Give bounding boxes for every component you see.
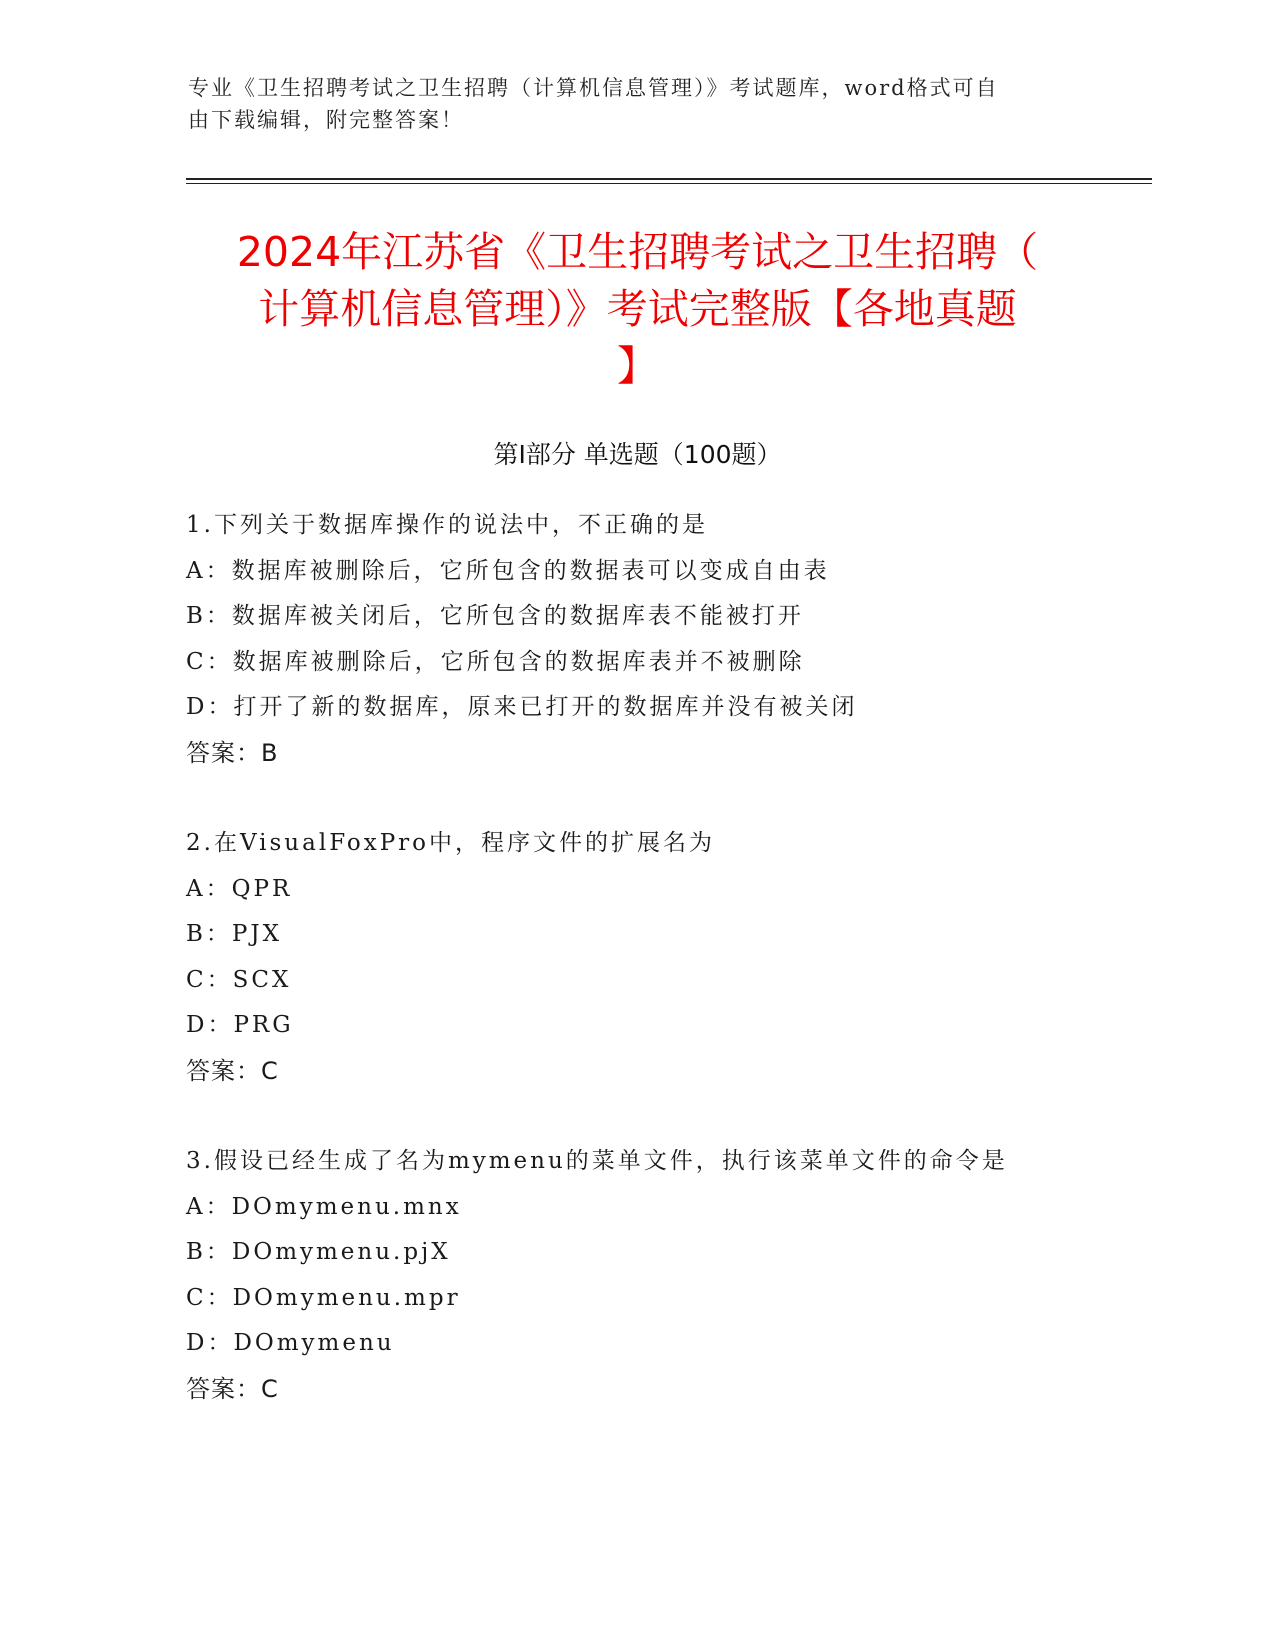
- option-d: D：DOmymenu: [186, 1330, 395, 1356]
- header-note-line: 由下载编辑，附完整答案！: [188, 108, 464, 132]
- option-c: C：数据库被删除后，它所包含的数据库表并不被删除: [186, 648, 805, 675]
- option-b: B：DOmymenu.pjX: [186, 1239, 451, 1265]
- question-2: [186, 821, 1086, 1094]
- answer: 答案：C: [186, 1374, 279, 1403]
- option-a: A：QPR: [186, 875, 293, 902]
- header-divider: [186, 178, 1152, 180]
- option-a: A：DOmymenu.mnx: [186, 1193, 462, 1220]
- question-stem: 1.下列关于数据库操作的说法中，不正确的是: [186, 512, 708, 538]
- section-heading: 第Ⅰ部分 单选题（100题）: [493, 440, 782, 469]
- option-c: C：DOmymenu.mpr: [186, 1284, 461, 1311]
- option-b: B：PJX: [186, 921, 282, 947]
- option-a: A：数据库被删除后，它所包含的数据表可以变成自由表: [186, 557, 830, 584]
- option-d: D：打开了新的数据库，原来已打开的数据库并没有被关闭: [186, 694, 858, 720]
- header-note-line: 专业《卫生招聘考试之卫生招聘（计算机信息管理）》考试题库，word格式可自: [188, 76, 999, 100]
- answer: 答案：C: [186, 1056, 279, 1085]
- header-divider-thin: [186, 183, 1152, 184]
- option-d: D：PRG: [186, 1012, 294, 1038]
- question-stem: 2.在VisualFoxPro中，程序文件的扩展名为: [186, 830, 716, 856]
- header-note: [188, 72, 1088, 136]
- question-1: [186, 503, 1086, 776]
- title-line: 】: [617, 342, 658, 390]
- title-line: 计算机信息管理）》考试完整版【各地真题: [258, 285, 1017, 333]
- document-title: [180, 224, 1095, 395]
- option-c: C：SCX: [186, 966, 292, 993]
- option-b: B：数据库被关闭后，它所包含的数据库表不能被打开: [186, 603, 804, 629]
- answer: 答案：B: [186, 738, 279, 767]
- title-line: 2024年江苏省《卫生招聘考试之卫生招聘（: [236, 228, 1039, 276]
- question-stem: 3.假设已经生成了名为mymenu的菜单文件，执行该菜单文件的命令是: [186, 1148, 1008, 1174]
- question-3: [186, 1139, 1086, 1412]
